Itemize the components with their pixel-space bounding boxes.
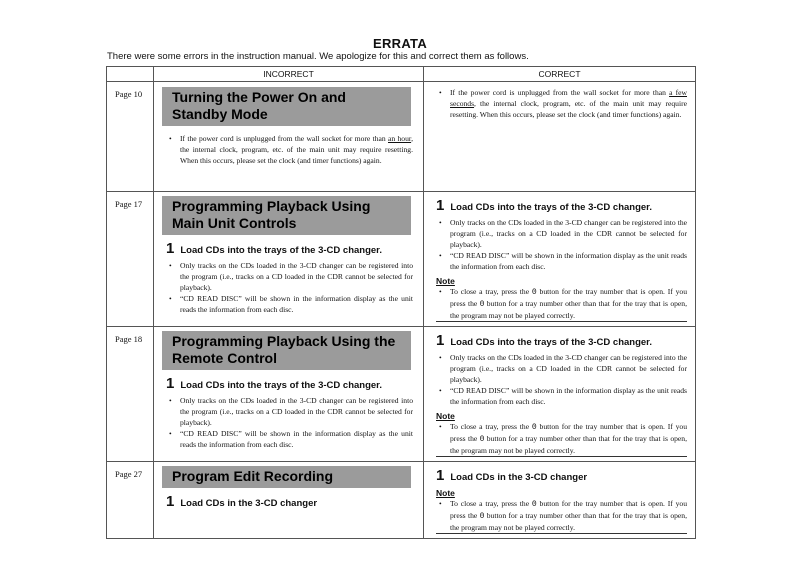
correct-cell <box>424 192 696 327</box>
page-ref: Page 27 <box>107 462 154 539</box>
correct-cell <box>424 327 696 462</box>
step-heading: 1 Load CDs into the trays of the 3-CD changer. <box>166 375 382 392</box>
table-row <box>107 462 696 539</box>
page-ref: Page 17 <box>107 192 154 327</box>
incorrect-cell <box>154 462 424 539</box>
table-row <box>107 327 696 462</box>
step-heading: 1 Load CDs in the 3-CD changer <box>436 467 588 484</box>
bullet: • “CD READ DISC” will be shown in the information display as the unit reads the information from each disc. <box>436 250 687 272</box>
step-heading: 1 Load CDs into the trays of the 3-CD changer. <box>436 332 652 349</box>
incorrect-cell <box>154 82 424 192</box>
tray-button-icon: 0 <box>479 300 485 309</box>
bullet: • If the power cord is unplugged from the wall socket for more than an hour, the internal clock, program, etc. of the main unit may require resetting. When this occurs, please set the clock (and timer functions) again. <box>166 133 413 166</box>
section-heading: Programming Playback Using Main Unit Controls <box>162 196 411 235</box>
header-correct: CORRECT <box>424 67 696 82</box>
note-box <box>436 498 687 534</box>
note-label: Note <box>436 488 455 498</box>
note-box <box>436 421 687 457</box>
note-label: Note <box>436 411 455 421</box>
section-heading: Programming Playback Using the Remote Control <box>162 331 411 370</box>
tray-button-icon: 0 <box>531 288 537 297</box>
page-title: ERRATA <box>372 36 428 51</box>
intro-text: There were some errors in the instruction manual. We apologize for this and correct them as follows. <box>107 51 529 62</box>
bullet: • If the power cord is unplugged from the wall socket for more than a few seconds, the internal clock, program, etc. of the main unit may require resetting. When this occurs, please set the clock (and timer functions) again. <box>436 87 687 120</box>
bullet: • Only tracks on the CDs loaded in the 3-CD changer can be registered into the program (i.e., tracks on a CD loaded in the CDR cannot be selected for playback). <box>436 352 687 385</box>
note-bullet: • To close a tray, press the 0 button for the tray number that is open. If you press the 0 button for a tray number other than that for the tray that is open, the program may not be played correctly. <box>436 286 687 321</box>
tray-button-icon: 0 <box>531 500 537 509</box>
step-heading: 1 Load CDs in the 3-CD changer <box>166 493 318 510</box>
header-incorrect: INCORRECT <box>154 67 424 82</box>
bullet: • “CD READ DISC” will be shown in the information display as the unit reads the information from each disc. <box>166 293 413 315</box>
bullet: • “CD READ DISC” will be shown in the information display as the unit reads the information from each disc. <box>436 385 687 407</box>
correct-cell <box>424 82 696 192</box>
section-heading: Turning the Power On and Standby Mode <box>162 87 411 126</box>
table-row <box>107 192 696 327</box>
bullet: • Only tracks on the CDs loaded in the 3-CD changer can be registered into the program (i.e., tracks on a CD loaded in the CDR cannot be selected for playback). <box>166 395 413 428</box>
header-page-col <box>107 67 154 82</box>
incorrect-cell <box>154 327 424 462</box>
bullet: • Only tracks on the CDs loaded in the 3-CD changer can be registered into the program (i.e., tracks on a CD loaded in the CDR cannot be selected for playback). <box>436 217 687 250</box>
section-heading: Program Edit Recording <box>162 466 411 488</box>
header-row <box>107 67 696 82</box>
note-box <box>436 286 687 322</box>
table-row <box>107 82 696 192</box>
tray-button-icon: 0 <box>479 512 485 521</box>
incorrect-cell <box>154 192 424 327</box>
correct-cell <box>424 462 696 539</box>
bullet: • “CD READ DISC” will be shown in the information display as the unit reads the information from each disc. <box>166 428 413 450</box>
note-bullet: • To close a tray, press the 0 button for the tray number that is open. If you press the 0 button for a tray number other than that for the tray that is open, the program may not be played correctly. <box>436 421 687 456</box>
bullet: • Only tracks on the CDs loaded in the 3-CD changer can be registered into the program (i.e., tracks on a CD loaded in the CDR cannot be selected for playback). <box>166 260 413 293</box>
step-heading: 1 Load CDs into the trays of the 3-CD changer. <box>436 197 652 214</box>
note-bullet: • To close a tray, press the 0 button for the tray number that is open. If you press the 0 button for a tray number other than that for the tray that is open, the program may not be played correctly. <box>436 498 687 533</box>
step-heading: 1 Load CDs into the trays of the 3-CD changer. <box>166 240 382 257</box>
tray-button-icon: 0 <box>479 435 485 444</box>
errata-table <box>106 66 696 539</box>
page-ref: Page 18 <box>107 327 154 462</box>
note-label: Note <box>436 276 455 286</box>
tray-button-icon: 0 <box>531 423 537 432</box>
page-ref: Page 10 <box>107 82 154 192</box>
